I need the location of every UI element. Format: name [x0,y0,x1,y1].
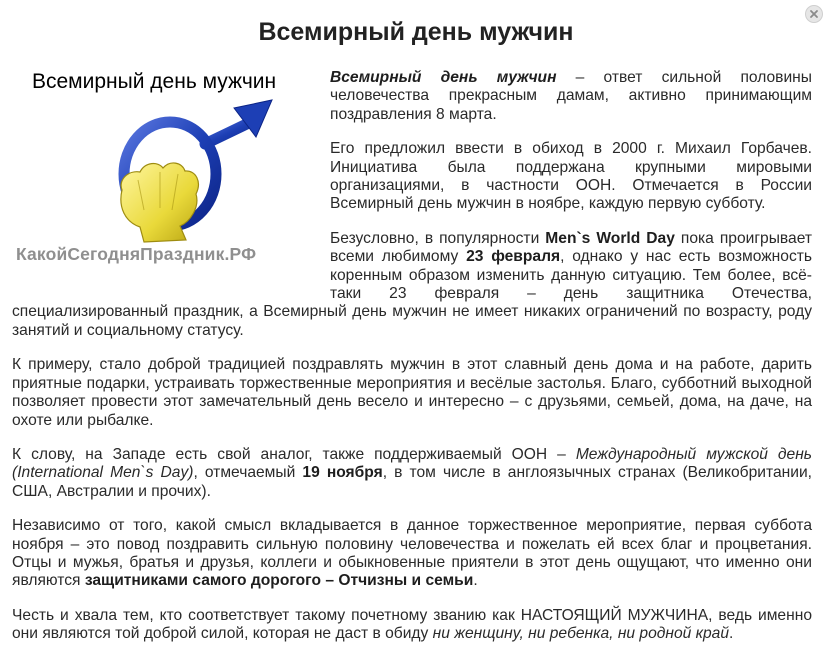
paragraph-honor: Честь и хвала тем, кто соответствует такому почетному званию как НАСТОЯЩИЙ МУЖЧИНА, ведь именно они являются той доброй силой, которая не даст в обиду ни женщину, ни ребенка, ни родной край. [12,606,812,643]
illustration-site: КакойСегодняПраздник.РФ [16,244,257,264]
paragraph-intro: Всемирный день мужчин – ответ сильной половины человечества прекрасным дамам, активно принимающим поздравления 8 марта. [330,69,812,123]
paragraph-traditions: К примеру, стало доброй традицией поздравлять мужчин в этот славный день дома и на работе, дарить приятные подарки, устраивать торжественные мероприятия и весёлые застолья. Благо, субботний выходной позволяет провести этот замечательный день весело и интересно – с друзьями, семьей, дома, на даче, на охоте или рыбалке. [12,356,812,429]
article-body [12,69,812,660]
illustration-title: Всемирный день мужчин [32,70,277,93]
paragraph-meaning: Независимо от того, какой смысл вкладывается в данное торжественное мероприятие, первая суббота ноября – это повод поздравить сильную половину человечества и пожелать ей всех благ и процветания. Отцы и мужья, братья и друзья, коллеги и обыкновенные приятели в этот день ощущают, что именно они являются защитниками самого дорогого – Отчизны и семьи. [12,517,812,590]
paragraph-west: К слову, на Западе есть свой аналог, также поддерживаемый ООН – Международный мужской день (International Men`s Day), отмечаемый 19 ноября, в том числе в англоязычных странах (Великобритании, США, Австралии и прочих). [12,445,812,500]
paragraph-popularity: Безусловно, в популярности Men`s World Day пока проигрывает всеми любимому 23 февраля, однако у нас есть возможность коренным образом изменить данную ситуацию. Тем более, всё-таки 23 февраля – день защитника Отечества, специализированный праздник, а Всемирный день мужчин не имеет никаких ограничений по возрасту, роду занятий и социальному статусу. [12,229,813,339]
paragraph-origin: Его предложил ввести в обиход в 2000 г. Михаил Горбачев. Инициатива была поддержана крупными мировыми организациями, в частности ООН. Отмечается в России Всемирный день мужчин в ноябре, каждую первую субботу. [330,140,812,213]
page-title: Всемирный день мужчин [258,18,574,46]
